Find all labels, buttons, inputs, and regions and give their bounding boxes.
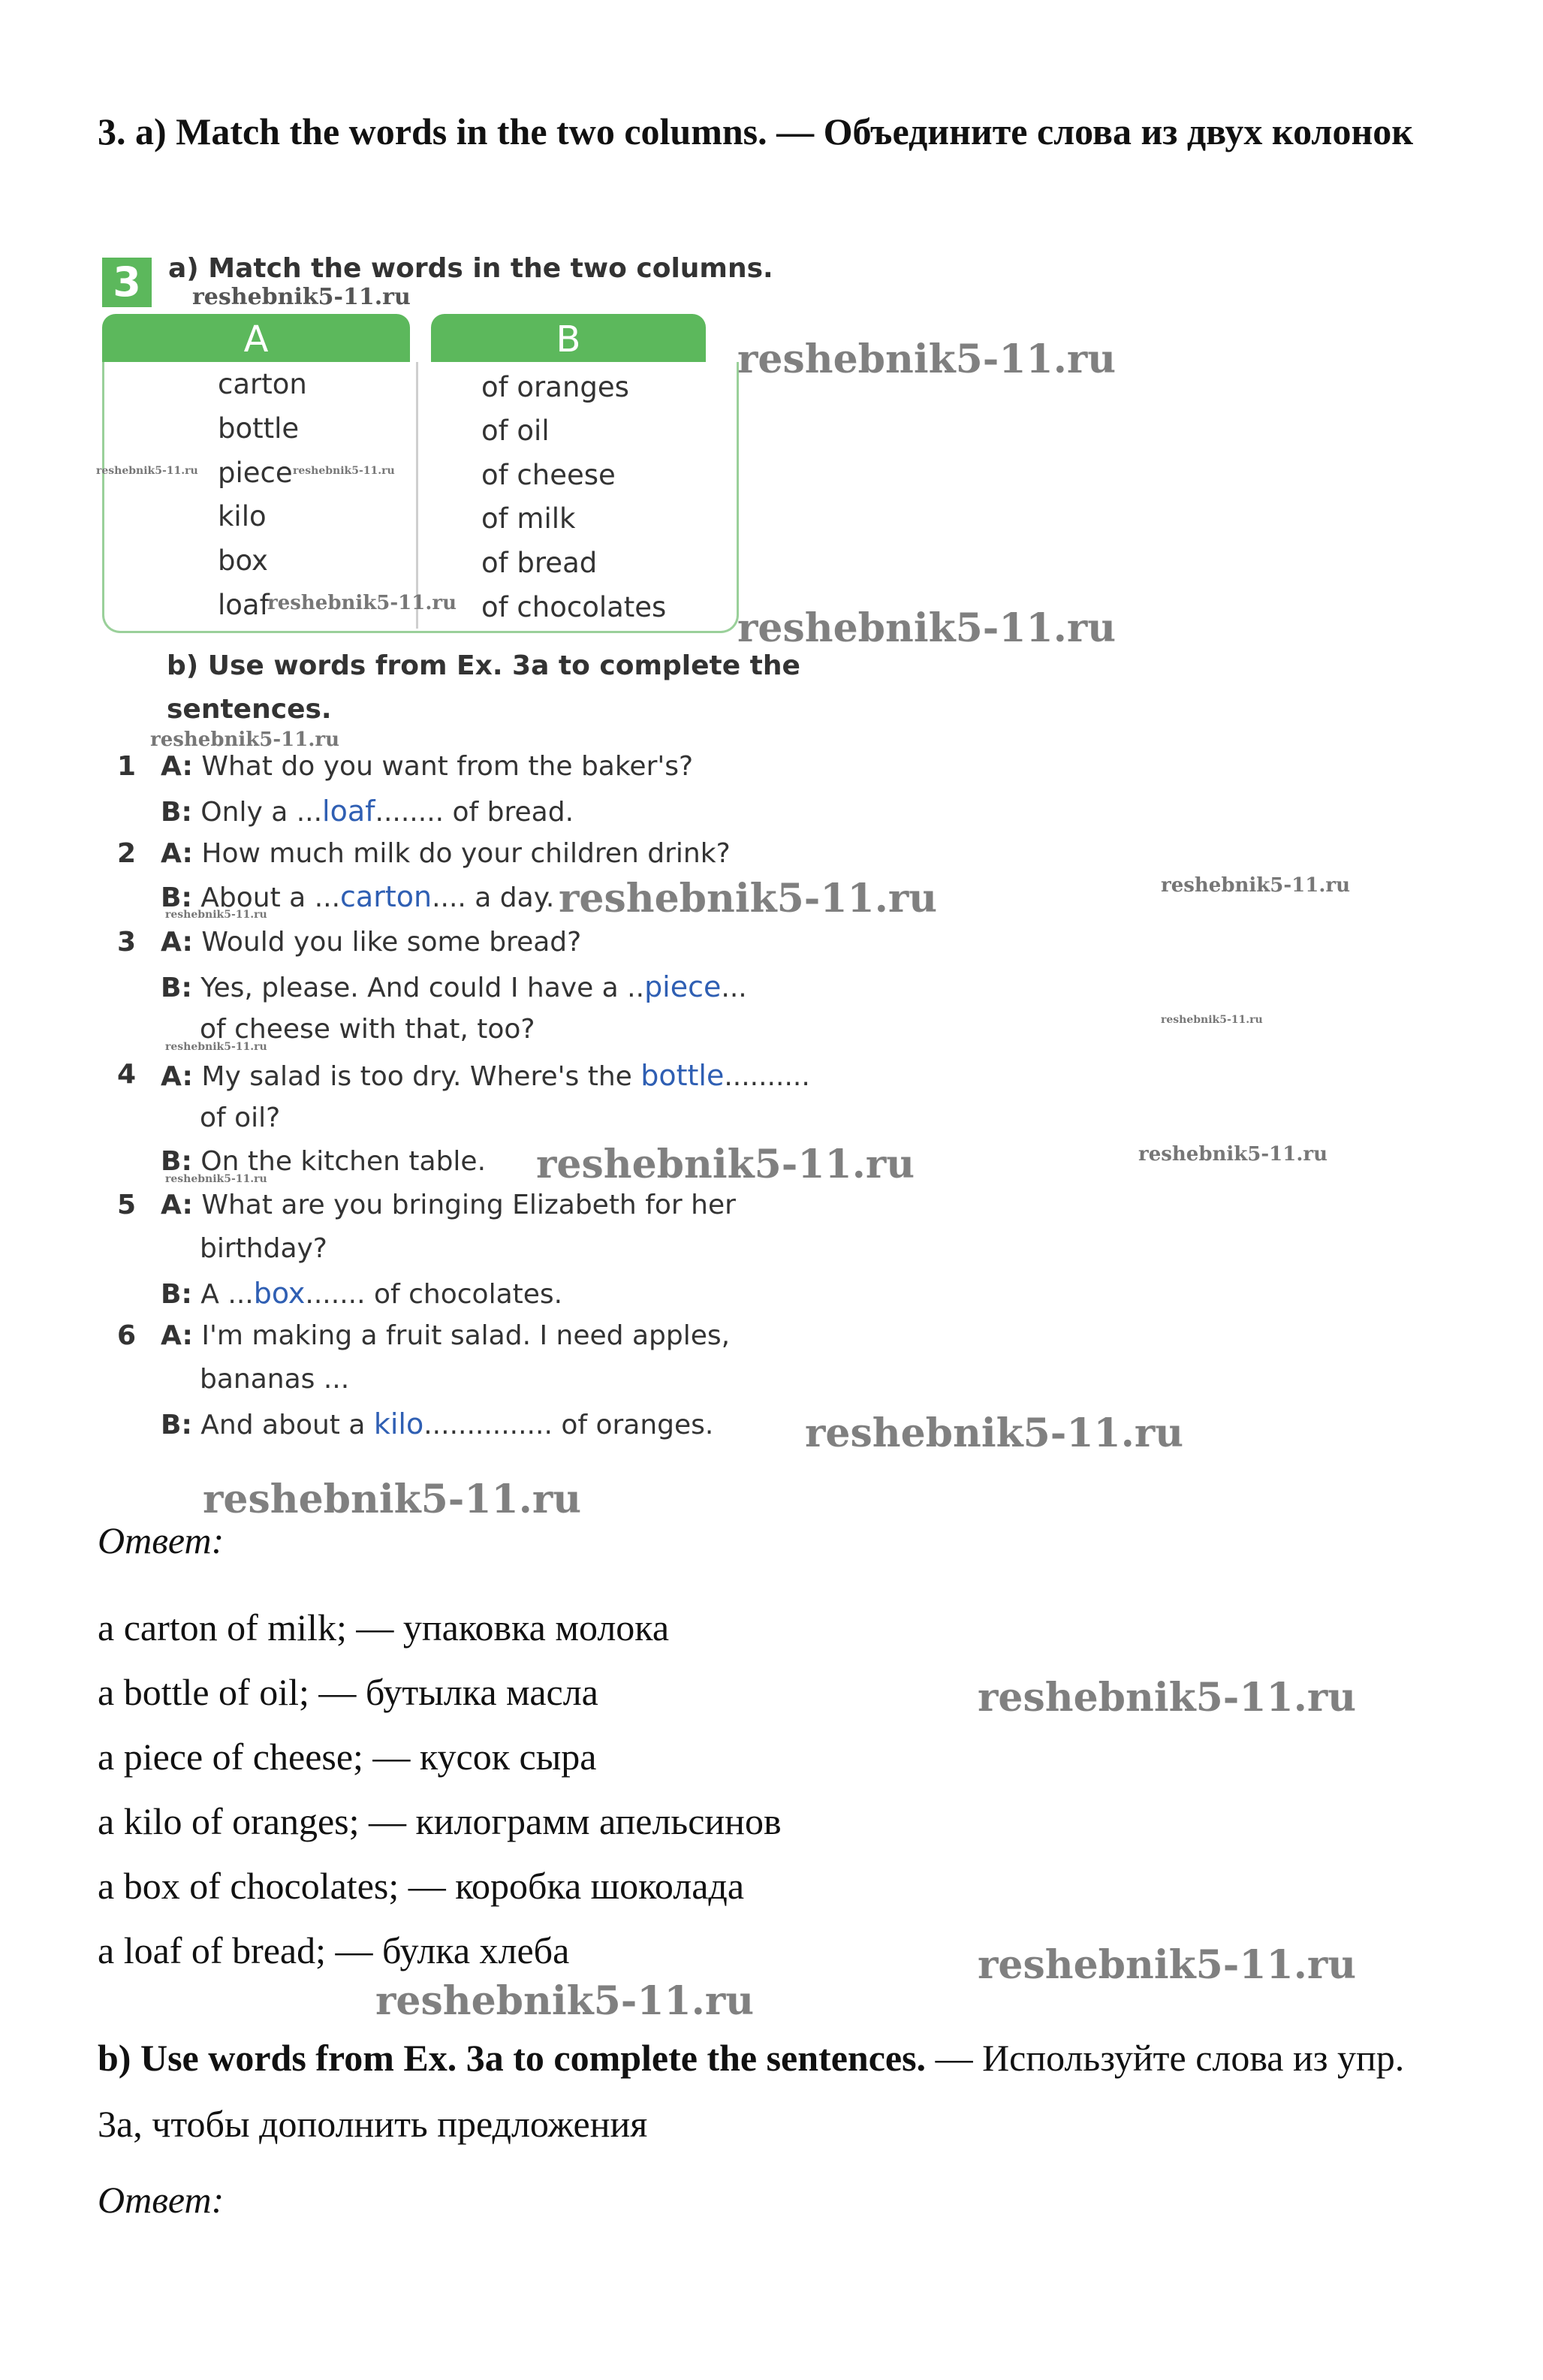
part-b-title-2: sentences. [167, 694, 332, 725]
answer-label: Ответ: [98, 1519, 225, 1561]
dialogue-line-a: A: What do you want from the baker's? [161, 751, 694, 782]
answer-line: a kilo of oranges; — килограмм апельсинов [98, 1800, 782, 1842]
dialogue-line-a: A: My salad is too dry. Where's the bottle.......... [161, 1059, 810, 1092]
column-b-header: B [431, 314, 706, 362]
watermark: reshebnik5-11.ru [1138, 1143, 1328, 1166]
dialogue-line-a-cont: birthday? [200, 1233, 327, 1264]
watermark: reshebnik5-11.ru [165, 909, 267, 921]
answer-label-2: Ответ: [98, 2179, 225, 2221]
dialogue-number: 6 [117, 1320, 137, 1351]
watermark: reshebnik5-11.ru [267, 592, 457, 614]
watermark: reshebnik5-11.ru [737, 605, 1117, 651]
dialogue-number: 5 [117, 1190, 137, 1220]
watermark: reshebnik5-11.ru [978, 1675, 1357, 1721]
watermark: reshebnik5-11.ru [375, 1978, 755, 2024]
part-b-heading [98, 2025, 1449, 2157]
answer-line: a carton of milk; — упаковка молока [98, 1606, 670, 1649]
watermark: reshebnik5-11.ru [536, 1142, 915, 1187]
part-b-title-1: b) Use words from Ex. 3a to complete the [167, 650, 800, 681]
answer-line: a loaf of bread; — булка хлеба [98, 1929, 570, 1971]
watermark: reshebnik5-11.ru [1161, 874, 1351, 897]
heading-en: 3. a) Match the words in the two columns. [98, 110, 767, 152]
part-a-title: a) Match the words in the two columns. [168, 253, 773, 284]
column-a-header: A [102, 314, 410, 362]
dialogue-line-b: B: Yes, please. And could I have a ..piece... [161, 970, 747, 1003]
dialogue-line-b: B: On the kitchen table. [161, 1146, 487, 1177]
col-b-word: of chocolates [481, 591, 667, 623]
col-a-word: loaf [218, 589, 270, 621]
col-b-word: of milk [481, 502, 576, 535]
watermark: reshebnik5-11.ru [96, 465, 198, 477]
exercise-number-badge: 3 [102, 258, 152, 307]
answer-box: box [253, 1277, 306, 1310]
answer-piece: piece [644, 970, 722, 1003]
answer-bottle: bottle [640, 1059, 725, 1092]
table-divider [416, 362, 418, 629]
watermark: reshebnik5-11.ru [805, 1410, 1184, 1456]
dialogue-line-b: B: About a ...carton.... a day. [161, 880, 555, 913]
watermark: reshebnik5-11.ru [293, 465, 395, 477]
watermark: reshebnik5-11.ru [165, 1041, 267, 1053]
watermark: reshebnik5-11.ru [165, 1173, 267, 1185]
watermark: reshebnik5-11.ru [559, 876, 938, 922]
watermark: reshebnik5-11.ru [192, 284, 411, 310]
col-a-word: bottle [218, 412, 300, 445]
exercise-heading [98, 98, 1449, 165]
dialogue-number: 1 [117, 751, 137, 782]
part-b-heading-en: b) Use words from Ex. 3a to complete the sentences. [98, 2037, 927, 2079]
col-b-word: of oranges [481, 371, 629, 403]
answer-loaf: loaf [322, 795, 375, 828]
col-a-word: carton [218, 368, 307, 400]
watermark: reshebnik5-11.ru [737, 336, 1117, 382]
dialogue-number: 2 [117, 838, 137, 869]
answer-carton: carton [340, 880, 432, 913]
dialogue-line-b: B: And about a kilo............... of oranges. [161, 1407, 714, 1440]
answer-line: a bottle of oil; — бутылка масла [98, 1671, 598, 1713]
col-b-word: of cheese [481, 459, 616, 491]
watermark: reshebnik5-11.ru [1161, 1014, 1263, 1026]
heading-ru: — Объедините слова из двух колонок [776, 110, 1414, 152]
dialogue-line-a-cont: bananas ... [200, 1364, 350, 1395]
dialogue-number: 3 [117, 927, 137, 958]
answer-kilo: kilo [373, 1407, 424, 1440]
watermark: reshebnik5-11.ru [203, 1477, 582, 1522]
watermark: reshebnik5-11.ru [150, 728, 340, 751]
col-a-word: box [218, 544, 268, 577]
part-b-heading-ru: — Используйте слова из упр. 3a, чтобы дополнить предложения [98, 2037, 1405, 2145]
dialogue-line-a-cont: of oil? [200, 1103, 281, 1133]
dialogue-line-b-cont: of cheese with that, too? [200, 1014, 535, 1045]
col-b-word: of bread [481, 547, 598, 579]
dialogue-line-a: A: Would you like some bread? [161, 927, 582, 958]
watermark: reshebnik5-11.ru [978, 1942, 1357, 1988]
col-a-word: piece [218, 457, 293, 489]
dialogue-line-b: B: Only a ...loaf........ of bread. [161, 795, 574, 828]
col-a-word: kilo [218, 500, 267, 532]
answer-line: a box of chocolates; — коробка шоколада [98, 1865, 745, 1907]
answer-line: a piece of cheese; — кусок сыра [98, 1736, 597, 1778]
col-b-word: of oil [481, 415, 550, 447]
dialogue-line-a: A: I'm making a fruit salad. I need apples, [161, 1320, 731, 1351]
dialogue-line-b: B: A ...box....... of chocolates. [161, 1277, 563, 1310]
dialogue-line-a: A: How much milk do your children drink? [161, 838, 731, 869]
dialogue-number: 4 [117, 1059, 137, 1090]
dialogue-line-a: A: What are you bringing Elizabeth for her [161, 1190, 736, 1220]
